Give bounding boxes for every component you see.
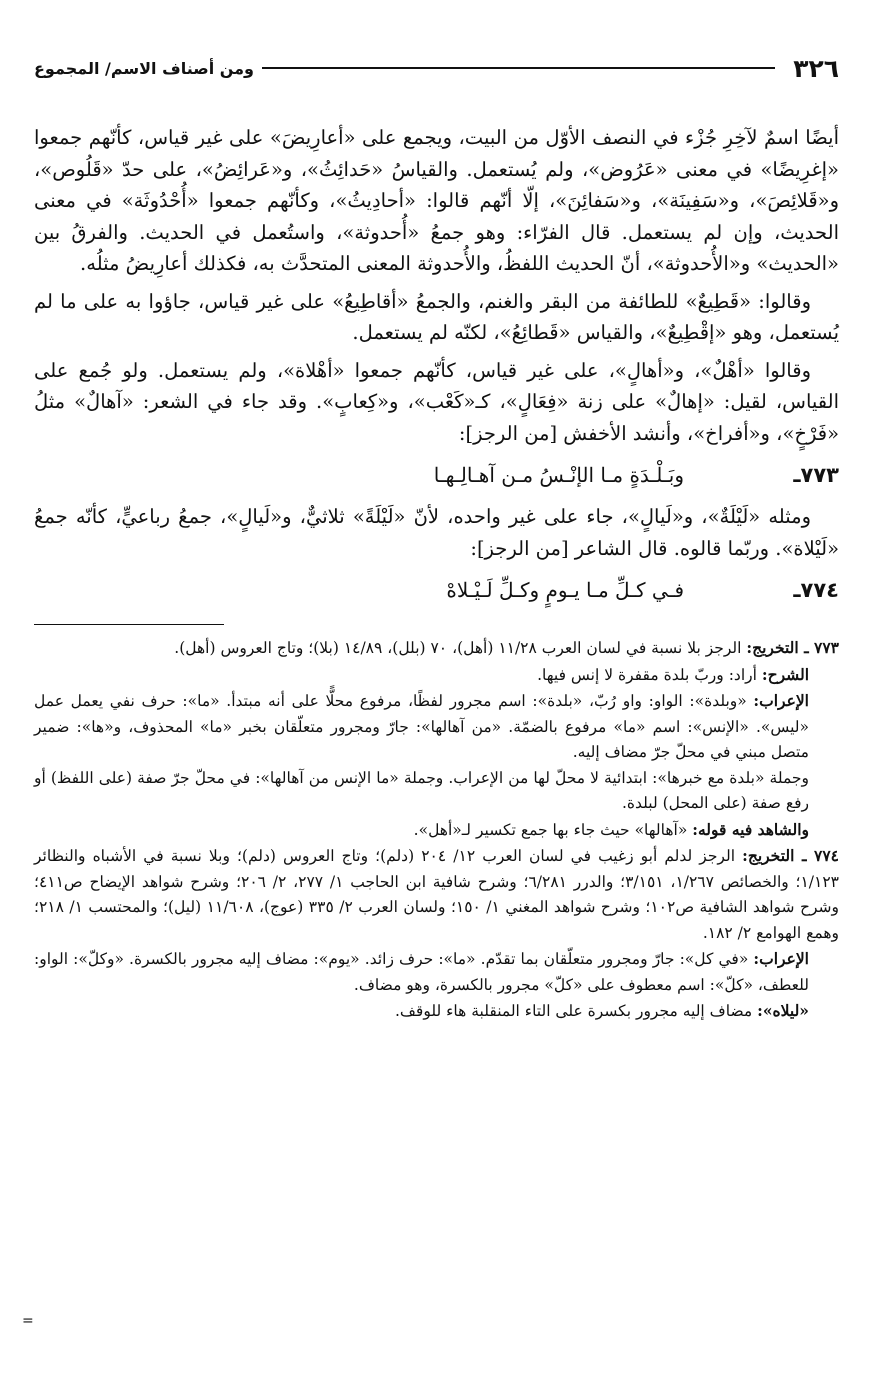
footnote-text: «آهالها» حيث جاء بها جمع تكسير لـ«أهل». bbox=[413, 820, 693, 839]
footnote-text: الرجز بلا نسبة في لسان العرب ١١/٢٨ (أهل)، ٧٠ (بلل)، ١٤/٨٩ (بلا)؛ وتاج العروس (أهل). bbox=[174, 639, 747, 657]
footnote-text: الرجز لدلم أبو زغيب في لسان العرب ١٢/ ٢٠٤ (دلم)؛ وتاج العروس (دلم)؛ وبلا نسبة في الأشباه والنظائر ١/١٢٣؛ والخصائص ١/٢٦٧، ٣/١٥١؛ والدرر ٦/٢٨١؛ وشرح شافية ابن الحاجب ١/ ٢٧٧، ٢/ ٢٠٦؛ وشرح شواهد الإيضاح ص٤١١؛ وشرح شواهد الشافية ص١٠٢؛ وشرح شواهد المغني ١/ ١٥٠؛ ولسان العرب ٢/ ٣٣٥ (عوج)، ١١/٦٠٨ (ليل)؛ والمحتسب ١/ ٢١٨؛ وهمع الهوامع ٢/ ١٨٢. bbox=[34, 847, 840, 942]
footnote-773-shahid bbox=[34, 817, 839, 844]
verse-text: وبَـلْـدَةٍ مـا الإنْـسُ مـن آهـالِـهـا bbox=[433, 463, 684, 487]
footnote-lead: ٧٧٣ ـ التخريج: bbox=[746, 638, 839, 657]
footnote-text: أراد: وربّ بلدة مقفرة لا إنس فيها. bbox=[537, 665, 762, 684]
page-number: ٣٢٦ bbox=[793, 53, 839, 83]
paragraph-2: وقالوا: «قَطِيعٌ» للطائفة من البقر والغنم، والجمعُ «أقاطِيعُ» على غير قياس، جاؤوا به على ما لم يُستعمل، وهو «إقْطِيعٌ»، والقياس «قَطائِعُ»، لكنّه لم يستعمل. bbox=[34, 289, 839, 344]
footnote-lead: الشرح: bbox=[761, 664, 809, 684]
footnote-lead: الإعراب: bbox=[753, 691, 809, 710]
footnote-text: «في كل»: جارّ ومجرور متعلّقان بما تقدّم. «ما»: حرف زائد. «يوم»: مضاف إليه مجرور بالكسرة. «وكلّ»: الواو: للعطف، «كلّ»: اسم معطوف على «كلّ» مجرور بالكسرة، وهو مضاف. bbox=[34, 950, 809, 994]
paragraph-3: وقالوا «أهْلٌ»، و«أهالٍ»، على غير قياس، كأنّهم جمعوا «أهْلاة»، ولم يستعمل. ولو جُمع على القياس، لقيل: «إهالٌ» على زنة «فِعَالٍ»، كـ«كَعْب»، و«كِعابٍ». وقد جاء في الشعر: «آهالٌ» مثلُ «فَرْخٍ»، و«أفراخ»، وأنشد الأخفش [من الرجز]: bbox=[34, 358, 839, 445]
footnote-lead: ٧٧٤ ـ التخريج: bbox=[742, 846, 840, 865]
footnote-774-irab bbox=[34, 946, 839, 998]
footnote-774-takhrij bbox=[34, 843, 839, 946]
page-header bbox=[34, 52, 839, 84]
verse-number: ٧٧٣ـ bbox=[793, 463, 839, 487]
paragraph-4: ومثله «لَيْلَةٌ»، و«لَيالٍ»، جاء على غير واحده، لأنّ «لَيْلَةً» ثلاثيٌّ، و«لَيالٍ»، جمعُ رباعيٍّ، كأنّه جمعُ «لَيْلاة». وربّما قالوه. قال الشاعر [من الرجز]: bbox=[34, 505, 839, 560]
footnotes bbox=[34, 635, 839, 1025]
running-title: ومن أصناف الاسم/ المجموع bbox=[34, 58, 254, 78]
verse-773 bbox=[34, 463, 839, 487]
footnote-774-laylah bbox=[34, 998, 839, 1025]
verse-text: فـي كـلِّ مـا يـومٍ وكـلِّ لَـيْـلاهْ bbox=[446, 578, 684, 602]
verse-number: ٧٧٤ـ bbox=[793, 578, 839, 602]
footnote-773-irab bbox=[34, 688, 839, 766]
footnote-773-jumla: وجملة «بلدة مع خبرها»: ابتدائية لا محلّ لها من الإعراب. وجملة «ما الإنس من آهالها»: في محلّ جرّ صفة (على اللفظ) أو رفع صفة (على المحل) لبلدة. bbox=[34, 768, 809, 812]
continuation-mark: = bbox=[22, 1313, 34, 1329]
footnote-text: «وبلدة»: الواو: واو رُبّ، «بلدة»: اسم مجرور لفظًا، مرفوع محلًّا على أنه مبتدأ. «ما»: حرف نفي يعمل عمل «ليس». «الإنس»: اسم «ما» مرفوع بالضمّة. «من آهالها»: جارّ ومجرور متعلّقان بخبر «ما» المحذوف، و«ها»: ضمير متصل مبني في محلّ جرّ مضاف إليه. bbox=[34, 692, 809, 761]
main-text bbox=[34, 122, 839, 602]
paragraph-1: أيضًا اسمٌ لآخِرِ جُزْء في النصف الأوّل من البيت، ويجمع على «أعارِيضَ» على غير قياس، كأنّهم جمعوا «إغرِيضًا» في معنى «عَرُوض»، ولم يُستعمل. والقياسُ «حَدائِثُ»، و«عَرائِضُ»، على حدّ «قَلُوص»، و«قَلائِصَ»، و«سَفِينَة»، و«سَفائِنَ»، إلّا أنّهم قالوا: «أحادِيثُ»، وكأنّهم جمعوا «أُحْدُوثَة» في معنى الحديث، وإن لم يستعمل. قال الفرّاء: وهو جمعُ «أُحدوثة»، واستُعمل في الحديث. والفرقُ بين «الحديث» و«الأُحدوثة»، أنّ الحديث اللفظُ، والأُحدوثة المعنى المتحدَّث به، فكذلك أعارِيضُ مثلُه. bbox=[34, 126, 839, 275]
verse-774 bbox=[34, 578, 839, 602]
footnote-rule bbox=[34, 624, 224, 625]
footnote-lead: الإعراب: bbox=[753, 949, 809, 968]
footnote-773-sharh bbox=[34, 662, 839, 689]
footnote-text: مضاف إليه مجرور بكسرة على التاء المنقلبة هاء للوقف. bbox=[394, 1002, 758, 1020]
footnote-773-takhrij bbox=[34, 635, 839, 662]
page bbox=[34, 52, 839, 1025]
header-rule bbox=[262, 67, 775, 69]
footnote-lead: والشاهد فيه قوله: bbox=[692, 819, 809, 839]
footnote-lead: «ليلاه»: bbox=[757, 1001, 809, 1020]
